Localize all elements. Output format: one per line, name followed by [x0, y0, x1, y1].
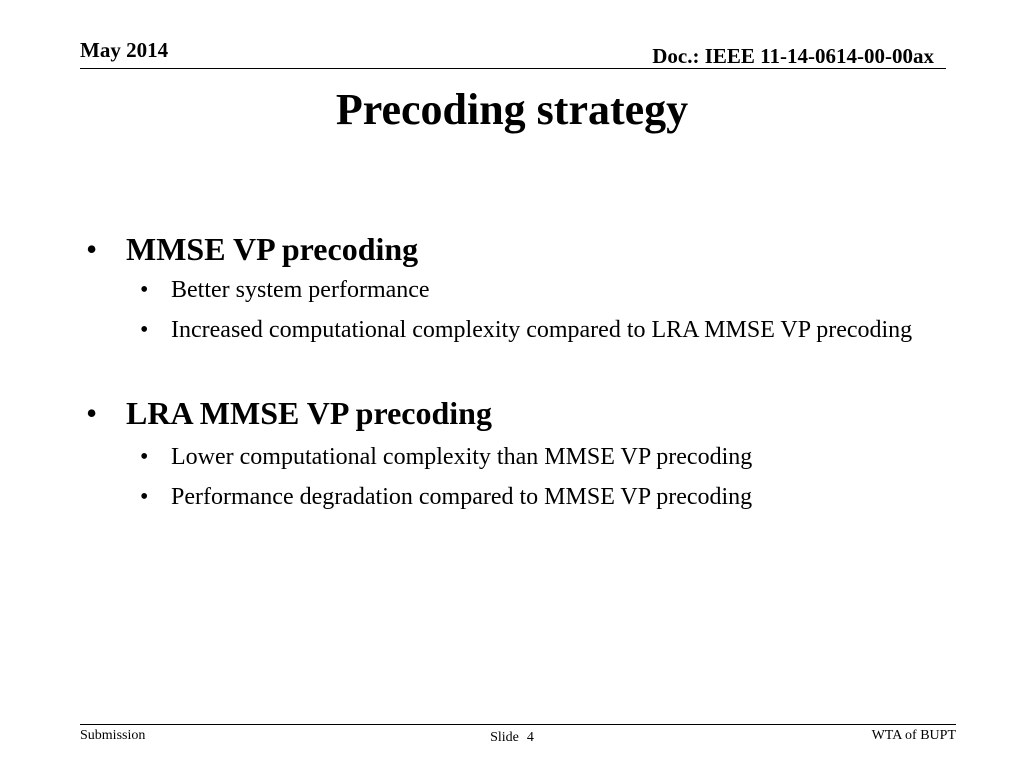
- header-doc-id: Doc.: IEEE 11-14-0614-00-00ax: [652, 44, 934, 68]
- sub-bullet-marker: •: [140, 483, 149, 510]
- sub-bullet-marker: •: [140, 277, 149, 304]
- sub-bullet-item: [126, 274, 956, 306]
- sub-bullet-marker: •: [140, 316, 149, 343]
- footer-author: WTA of BUPT: [871, 728, 956, 743]
- header-divider: [80, 68, 946, 69]
- bullet-group-1: [86, 230, 956, 346]
- sub-bullet-marker: •: [140, 443, 149, 470]
- sub-bullet-item: [126, 314, 956, 346]
- slide-body: [86, 230, 956, 513]
- bullet-item: [86, 230, 956, 268]
- bullet-marker: •: [86, 231, 98, 267]
- slide-title: Precoding strategy: [335, 85, 689, 134]
- footer-slide-number: [0, 728, 1024, 745]
- footer-slide-num: 4: [526, 730, 534, 745]
- bullet-group-2: [86, 394, 956, 513]
- bullet-item: [86, 394, 956, 432]
- footer-slide-label: Slide: [490, 730, 519, 745]
- footer-divider: [80, 724, 956, 725]
- sub-bullet-text: Better system performance: [171, 277, 430, 304]
- sub-bullet-item: [126, 441, 956, 473]
- bullet-marker: •: [86, 395, 98, 432]
- sub-bullet-item: [126, 481, 956, 513]
- sub-bullet-text: Lower computational complexity than MMSE VP precoding: [171, 443, 753, 470]
- sub-bullet-text: Performance degradation compared to MMSE VP precoding: [171, 483, 753, 510]
- sub-bullet-text: Increased computational complexity compared to LRA MMSE VP precoding: [171, 316, 913, 343]
- bullet-text: MMSE VP precoding: [126, 231, 419, 267]
- bullet-text: LRA MMSE VP precoding: [126, 395, 492, 432]
- header-date: May 2014: [80, 38, 169, 62]
- footer-submission: Submission: [80, 728, 146, 743]
